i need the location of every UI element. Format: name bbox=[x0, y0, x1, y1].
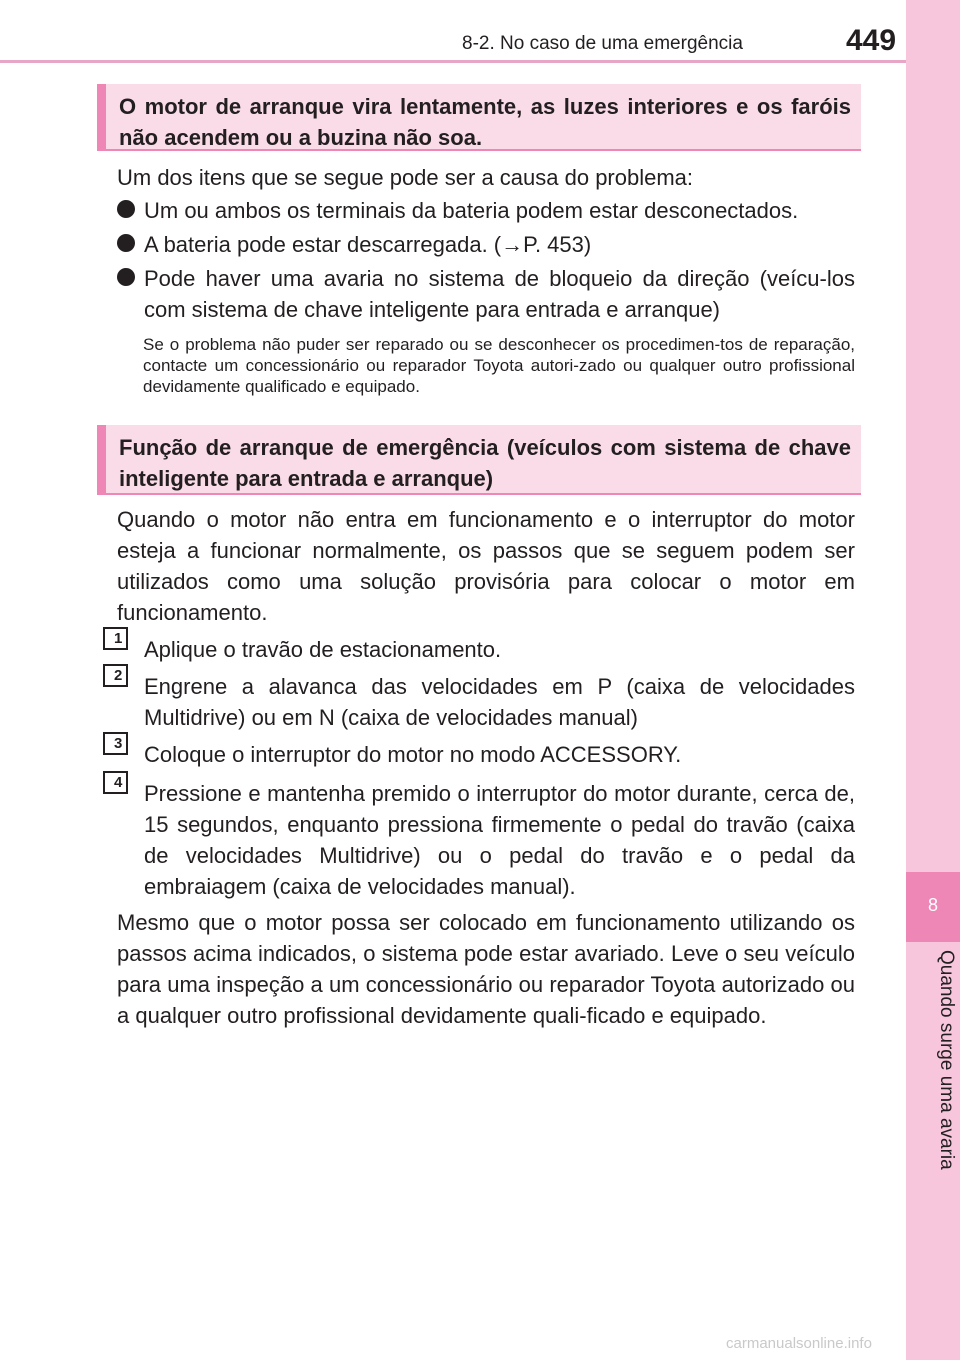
step-text: Pressione e mantenha premido o interruptor do motor durante, cerca de, 15 segundos, enquanto pressiona firmemente o pedal do travão (caixa de velocidades Multidrive) ou o pedal do travão e o pedal da embraiagem (caixa de velocidades manual). bbox=[144, 781, 855, 899]
bullet-icon bbox=[117, 234, 135, 252]
section-heading-emergency-start: Função de arranque de emergência (veículos com sistema de chave inteligente para entrada e arranque) bbox=[97, 425, 861, 495]
step-text: Coloque o interruptor do motor no modo ACCESSORY. bbox=[144, 742, 682, 767]
step-number-badge: 4 bbox=[103, 771, 128, 794]
chapter-number: 8 bbox=[927, 895, 938, 915]
closing-paragraph: Mesmo que o motor possa ser colocado em funcionamento utilizando os passos acima indicados, o sistema pode estar avariado. Leve o seu veículo para uma inspeção a um concessionário ou reparador Toyota autorizado ou a qualquer outro profissional devidamente quali-ficado e equipado. bbox=[117, 910, 855, 1028]
section2-intro: Quando o motor não entra em funcionamento e o interruptor do motor esteja a funcionar normalmente, os passos que se seguem podem ser utilizados como uma solução provisória para colocar o motor em funcionamento. bbox=[117, 507, 855, 625]
list-item bbox=[117, 195, 855, 226]
page-number: 449 bbox=[846, 24, 897, 57]
step-text: Aplique o travão de estacionamento. bbox=[144, 637, 502, 662]
header-rule bbox=[0, 60, 906, 63]
chapter-title: Quando surge uma avaria bbox=[936, 950, 957, 1170]
repair-note: Se o problema não puder ser reparado ou se desconhecer os procedimen-tos de reparação, contacte um concessionário ou reparador Toyota autori-zado ou qualquer outro profissional devidamente qualificado e equipado. bbox=[143, 335, 855, 396]
step-item bbox=[103, 667, 855, 733]
section-heading-starter: O motor de arranque vira lentamente, as luzes interiores e os faróis não acendem ou a buzina não soa. bbox=[97, 84, 861, 151]
list-item bbox=[117, 263, 855, 325]
bullet-text: A bateria pode estar descarregada. (→P. 453) bbox=[144, 232, 592, 257]
section1-intro: Um dos itens que se segue pode ser a causa do problema: bbox=[117, 165, 694, 190]
bullet-icon bbox=[117, 200, 135, 218]
step-number-badge: 1 bbox=[103, 627, 128, 650]
step-item bbox=[103, 630, 855, 665]
bullet-text: Pode haver uma avaria no sistema de bloqueio da direção (veícu-los com sistema de chave inteligente para entrada e arranque) bbox=[144, 266, 855, 322]
list-item bbox=[117, 229, 855, 260]
bullet-text: Um ou ambos os terminais da bateria podem estar desconectados. bbox=[144, 198, 799, 223]
step-number-badge: 3 bbox=[103, 732, 128, 755]
step-number-badge: 2 bbox=[103, 664, 128, 687]
step-item bbox=[103, 735, 855, 770]
bullet-icon bbox=[117, 268, 135, 286]
watermark: carmanualsonline.info bbox=[726, 1335, 872, 1352]
step-item bbox=[103, 774, 855, 902]
section-reference: 8-2. No caso de uma emergência bbox=[462, 33, 743, 54]
step-text: Engrene a alavanca das velocidades em P (caixa de velocidades Multidrive) ou em N (caixa de velocidades manual) bbox=[144, 674, 855, 730]
